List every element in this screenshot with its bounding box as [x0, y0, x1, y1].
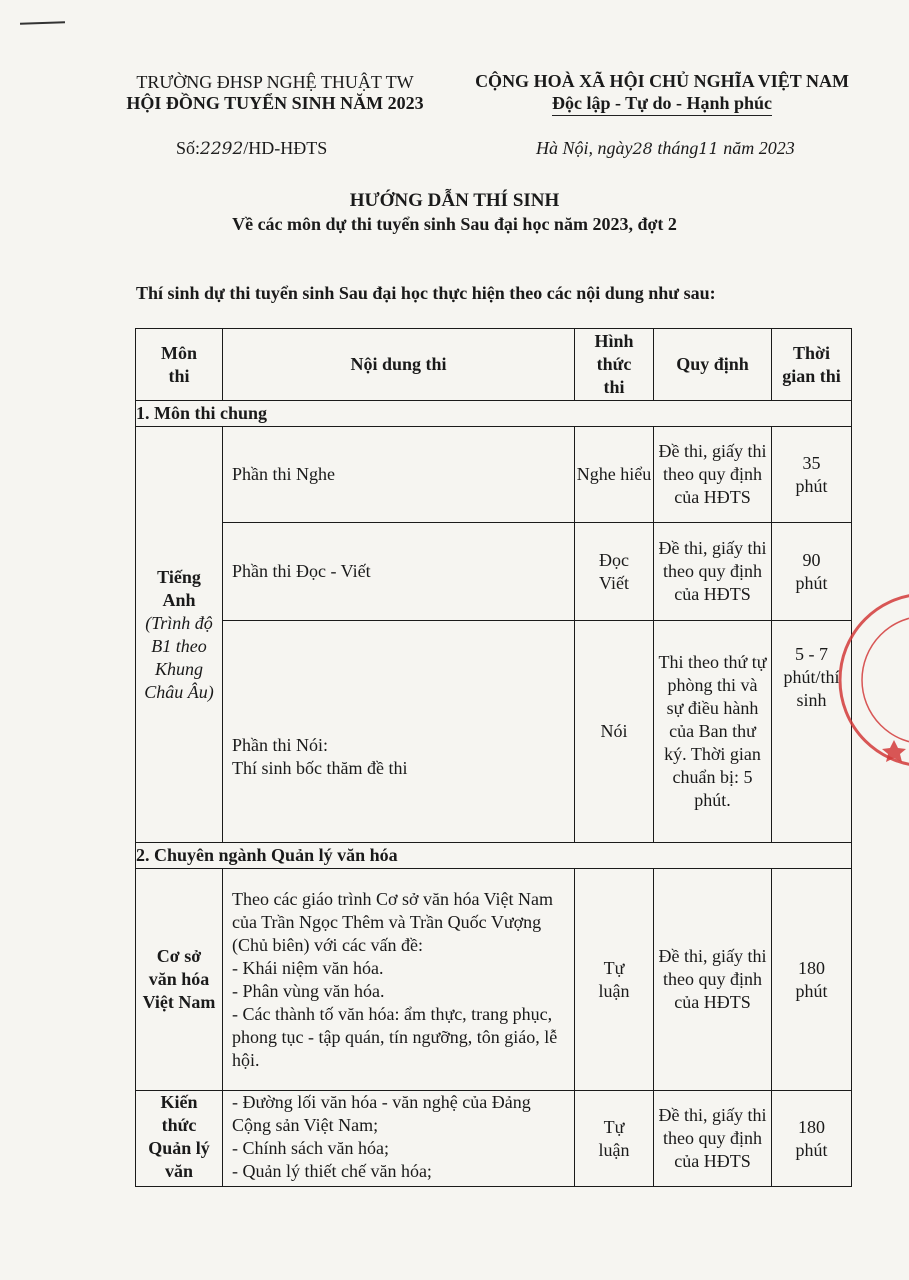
exam-table [135, 328, 852, 1187]
table-row [136, 869, 852, 1091]
form-culture: Tự luận [575, 869, 654, 1091]
date-line: Hà Nội, ngày28 tháng11 năm 2023 [536, 138, 795, 158]
document-subtitle: Về các môn dự thi tuyển sinh Sau đại học năm 2023, đợt 2 [232, 214, 677, 234]
content-listening: Phần thi Nghe [223, 427, 575, 523]
national-motto: Độc lập - Tự do - Hạnh phúc [552, 92, 772, 116]
issuer-block [110, 72, 440, 114]
school-name: TRƯỜNG ĐHSP NGHỆ THUẬT TW [136, 72, 414, 92]
handwritten-number: 2292 [200, 139, 244, 159]
rule-culture: Đề thi, giấy thi theo quy định của HĐTS [654, 869, 772, 1091]
table-row [136, 621, 852, 843]
rule-speaking: Thi theo thứ tự phòng thi và sự điều hành của Ban thư ký. Thời gian chuẩn bị: 5 phút. [654, 621, 772, 843]
section-culture-row [136, 843, 852, 869]
form-listening: Nghe hiểu [575, 427, 654, 523]
document-number: Số:2292/HD-HĐTS [176, 138, 328, 159]
handwritten-month: 11 [698, 139, 719, 158]
header-time: Thời gian thi [772, 329, 852, 401]
time-speaking: 5 - 7 phút/thí sinh [772, 621, 852, 843]
section-general-row [136, 401, 852, 427]
form-speaking: Nói [575, 621, 654, 843]
section-general: 1. Môn thi chung [136, 401, 852, 427]
header-rule: Quy định [654, 329, 772, 401]
time-management: 180 phút [772, 1091, 852, 1187]
section-culture: 2. Chuyên ngành Quản lý văn hóa [136, 843, 852, 869]
content-speaking: Phần thi Nói: Thí sinh bốc thăm đề thi [223, 621, 575, 843]
scratch-mark [20, 21, 65, 25]
header-subject: Môn thi [136, 329, 223, 401]
form-reading-writing: Đọc Viết [575, 523, 654, 621]
content-reading-writing: Phần thi Đọc - Viết [223, 523, 575, 621]
time-listening: 35 phút [772, 427, 852, 523]
table-row [136, 523, 852, 621]
nation-block [452, 70, 872, 116]
time-reading-writing: 90 phút [772, 523, 852, 621]
table-header-row [136, 329, 852, 401]
header-content: Nội dung thi [223, 329, 575, 401]
table-row [136, 427, 852, 523]
intro-text: Thí sinh dự thi tuyển sinh Sau đại học thực hiện theo các nội dung như sau: [136, 283, 716, 303]
subject-culture: Cơ sở văn hóa Việt Nam [136, 869, 223, 1091]
rule-management: Đề thi, giấy thi theo quy định của HĐTS [654, 1091, 772, 1187]
rule-listening: Đề thi, giấy thi theo quy định của HĐTS [654, 427, 772, 523]
content-management: - Đường lối văn hóa - văn nghệ của Đảng Cộng sản Việt Nam; - Chính sách văn hóa; - Quản lý thiết chế văn hóa; [223, 1091, 575, 1187]
document-title: HƯỚNG DẪN THÍ SINH [349, 190, 560, 211]
subject-english: Tiếng Anh (Trình độ B1 theo Khung Châu Âu) [136, 427, 223, 843]
header-form: Hình thức thi [575, 329, 654, 401]
council-name: HỘI ĐỒNG TUYỂN SINH NĂM 2023 [126, 93, 424, 113]
form-management: Tự luận [575, 1091, 654, 1187]
time-culture: 180 phút [772, 869, 852, 1091]
handwritten-day: 28 [632, 139, 653, 158]
table-row [136, 1091, 852, 1187]
subject-management: Kiến thức Quản lý văn [136, 1091, 223, 1187]
nation-name: CỘNG HOÀ XÃ HỘI CHỦ NGHĨA VIỆT NAM [475, 71, 849, 91]
rule-reading-writing: Đề thi, giấy thi theo quy định của HĐTS [654, 523, 772, 621]
content-culture: Theo các giáo trình Cơ sở văn hóa Việt Nam của Trần Ngọc Thêm và Trần Quốc Vượng (Chủ biên) với các vấn đề: - Khái niệm văn hóa. - Phân vùng văn hóa. - Các thành tố văn hóa: ẩm thực, trang phục, phong tục - tập quán, tín ngưỡng, tôn giáo, lễ hội. [223, 869, 575, 1091]
